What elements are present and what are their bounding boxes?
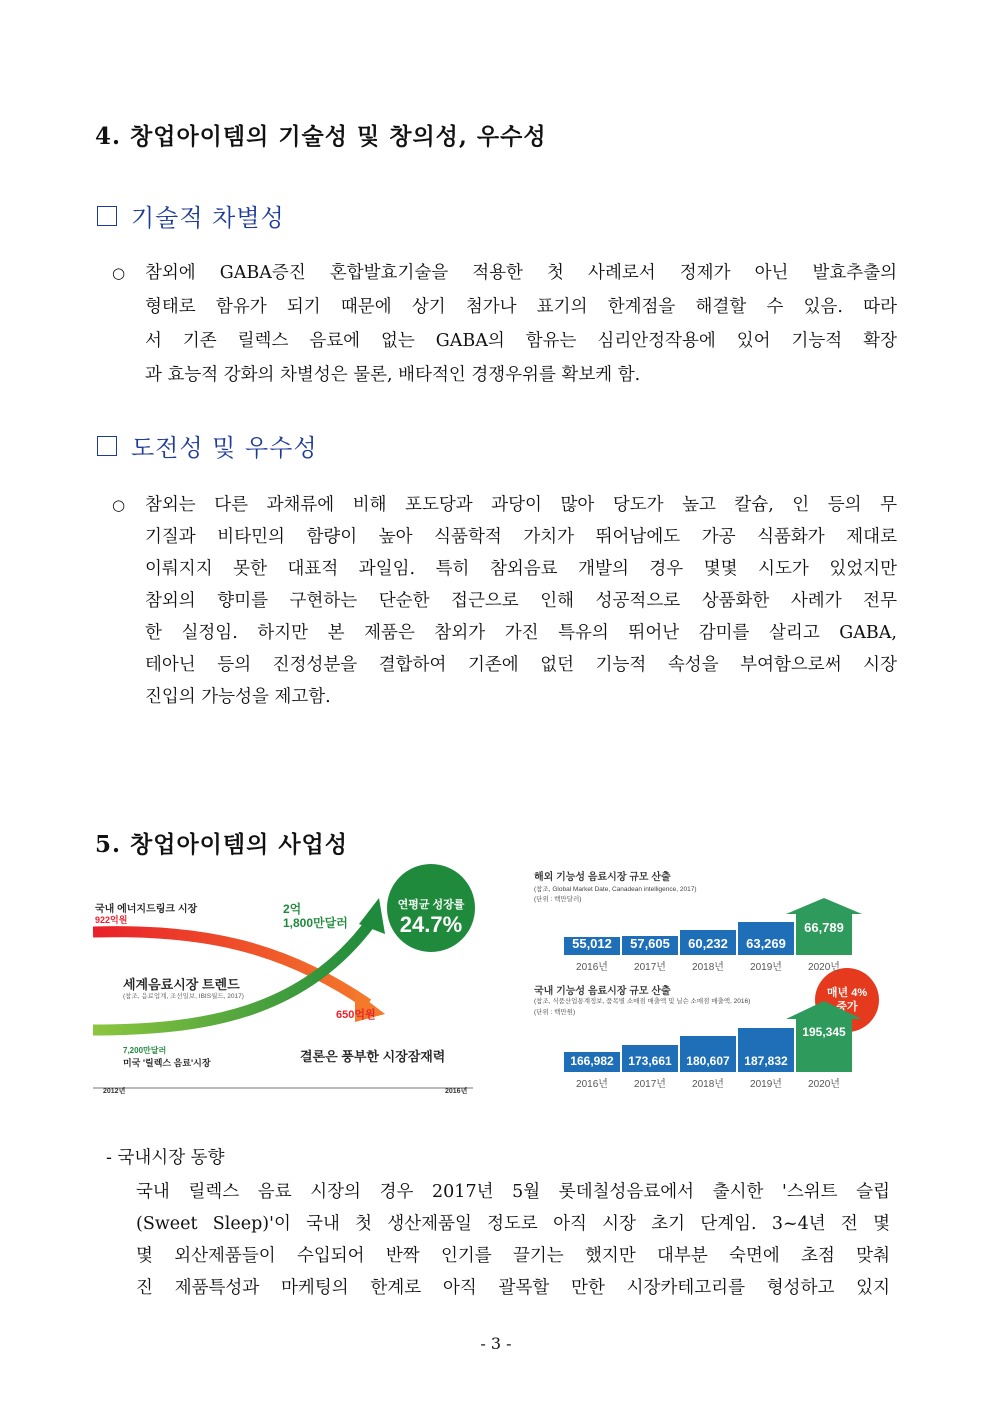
chart2-source: (참조, 식품산업통계정보, 품목별 소매점 매출액 및 닐슨 소매점 매출액, 2016) xyxy=(534,998,751,1005)
chart1-bar: 55,012 xyxy=(564,937,620,955)
chart1-bar: 63,269 xyxy=(738,922,794,955)
bullet-circle-icon: ○ xyxy=(112,264,126,282)
chart2-bar: 180,607 xyxy=(680,1036,736,1072)
chart1-title: 해외 기능성 음료시장 규모 산출 xyxy=(534,872,671,883)
chart2-year-label: 2018년 xyxy=(692,1079,724,1090)
chart1-up-arrow xyxy=(786,898,862,914)
market-charts xyxy=(512,862,882,1098)
chart1-source: (참조, Global Market Date, Canadean intelligence, 2017) xyxy=(534,886,697,893)
subsection-tech-title xyxy=(97,198,285,233)
chart1-bar: 66,789 xyxy=(796,914,852,955)
paragraph-line: (Sweet Sleep)'이 국내 첫 생산제품일 정도로 아직 시장 초기 단계임. 3~4년 전 몇 xyxy=(136,1214,890,1234)
chart2-bar: 173,661 xyxy=(622,1045,678,1072)
chart1-year-label: 2019년 xyxy=(750,962,782,973)
trend-title: 세계음료시장 트렌드 xyxy=(123,977,240,992)
checkbox-square-icon xyxy=(97,436,117,456)
paragraph-line: 과 효능적 강화의 차별성은 물론, 배타적인 경쟁우위를 확보케 함. xyxy=(145,365,641,385)
paragraph-line: 참외에 GABA증진 혼합발효기술을 적용한 첫 사례로서 정제가 아닌 발효추출의 xyxy=(145,263,897,283)
growth-badge: 매년 4% 증가 xyxy=(815,968,879,1032)
end-year: 2016년 xyxy=(445,1088,468,1095)
paragraph-line: 기질과 비타민의 함량이 높아 식품학적 가치가 뛰어남에도 가공 식품화가 제대로 xyxy=(145,527,897,547)
paragraph-line: 국내 릴렉스 음료 시장의 경우 2017년 5월 롯데칠성음료에서 출시한 '스위트 슬립 xyxy=(136,1182,890,1202)
domestic-heading: - 국내시장 동향 xyxy=(106,1148,225,1168)
conclusion: 결론은 풍부한 시장잠재력 xyxy=(300,1049,446,1064)
chart1-unit: (단위 : 백만달러) xyxy=(534,896,582,903)
chart1-year-label: 2020년 xyxy=(808,962,840,973)
paragraph-line: 테아닌 등의 진정성분을 결합하여 기존에 없던 기능적 속성을 부여함으로써 시장 xyxy=(145,655,897,675)
subsection-challenge-label: 도전성 및 우수성 xyxy=(131,434,318,462)
chart2-up-arrow xyxy=(786,1001,862,1019)
chart2-bar: 166,982 xyxy=(564,1052,620,1072)
paragraph-line: 진입의 가능성을 제고함. xyxy=(145,687,331,707)
chart2-bar: 195,345 xyxy=(796,1019,852,1072)
chart1-year-label: 2017년 xyxy=(634,962,666,973)
chart2-year-label: 2019년 xyxy=(750,1079,782,1090)
chart2-unit: (단위 : 백만원) xyxy=(534,1009,576,1016)
chart2-year-label: 2020년 xyxy=(808,1079,840,1090)
chart1-bar: 60,232 xyxy=(680,930,736,955)
growth-label: 연평균 성장률 xyxy=(397,899,465,911)
chart2-title: 국내 기능성 음료시장 규모 산출 xyxy=(534,986,671,997)
section-5-title: 5. 창업아이템의 사업성 xyxy=(95,831,348,858)
subsection-challenge-title xyxy=(97,428,318,463)
chart1-year-label: 2018년 xyxy=(692,962,724,973)
paragraph-line: 참외는 다른 과채류에 비해 포도당과 과당이 많아 당도가 높고 칼슘, 인 등의 무 xyxy=(145,495,897,515)
chart2-year-label: 2017년 xyxy=(634,1079,666,1090)
bullet-circle-icon: ○ xyxy=(112,496,126,514)
paragraph-line: 참외의 향미를 구현하는 단순한 접근으로 인해 성공적으로 상품화한 사례가 전무 xyxy=(145,591,897,611)
top-value: 2억 1,800만달러 xyxy=(283,902,348,930)
us-label: 미국 '릴렉스 음료'시장 xyxy=(123,1058,211,1068)
energy-value: 922억원 xyxy=(95,915,128,925)
trend-source: (참조, 음료업계, 조선일보, IBIS월드, 2017) xyxy=(123,993,244,1000)
chart2-bar: 187,832 xyxy=(738,1028,794,1072)
end-value: 650억원 xyxy=(336,1009,376,1021)
page-number: - 3 - xyxy=(480,1334,512,1353)
domestic-paragraph xyxy=(136,1176,890,1304)
energy-label: 국내 에너지드링크 시장 xyxy=(95,904,198,915)
tech-paragraph xyxy=(145,257,897,391)
paragraph-line: 형태로 함유가 되기 때문에 상기 첨가나 표기의 한계점을 해결할 수 있음. 따라 xyxy=(145,297,897,317)
chart1-bar: 57,605 xyxy=(622,936,678,955)
paragraph-line: 몇 외산제품들이 수입되어 반짝 인기를 끌기는 했지만 대부분 숙면에 초점 맞춰 xyxy=(136,1246,890,1266)
chart2-year-label: 2016년 xyxy=(576,1079,608,1090)
challenge-paragraph xyxy=(145,489,897,713)
checkbox-square-icon xyxy=(97,206,117,226)
paragraph-line: 이뤄지지 못한 대표적 과일임. 특히 참외음료 개발의 경우 몇몇 시도가 있었지만 xyxy=(145,559,897,579)
paragraph-line: 진 제품특성과 마케팅의 한계로 아직 괄목할 만한 시장카테고리를 형성하고 있지 xyxy=(136,1278,890,1298)
section-4-title: 4. 창업아이템의 기술성 및 창의성, 우수성 xyxy=(95,123,547,150)
us-value: 7,200만달러 xyxy=(123,1046,167,1055)
paragraph-line: 서 기존 릴렉스 음료에 없는 GABA의 함유는 심리안정작용에 있어 기능적 확장 xyxy=(145,331,897,351)
trend-figure xyxy=(93,864,481,1096)
subsection-tech-label: 기술적 차별성 xyxy=(131,204,285,232)
chart1-year-label: 2016년 xyxy=(576,962,608,973)
paragraph-line: 한 실정임. 하지만 본 제품은 참외가 가진 특유의 뛰어난 감미를 살리고 GABA, xyxy=(145,623,897,643)
start-year: 2012년 xyxy=(103,1088,126,1095)
growth-value: 24.7% xyxy=(399,912,463,937)
